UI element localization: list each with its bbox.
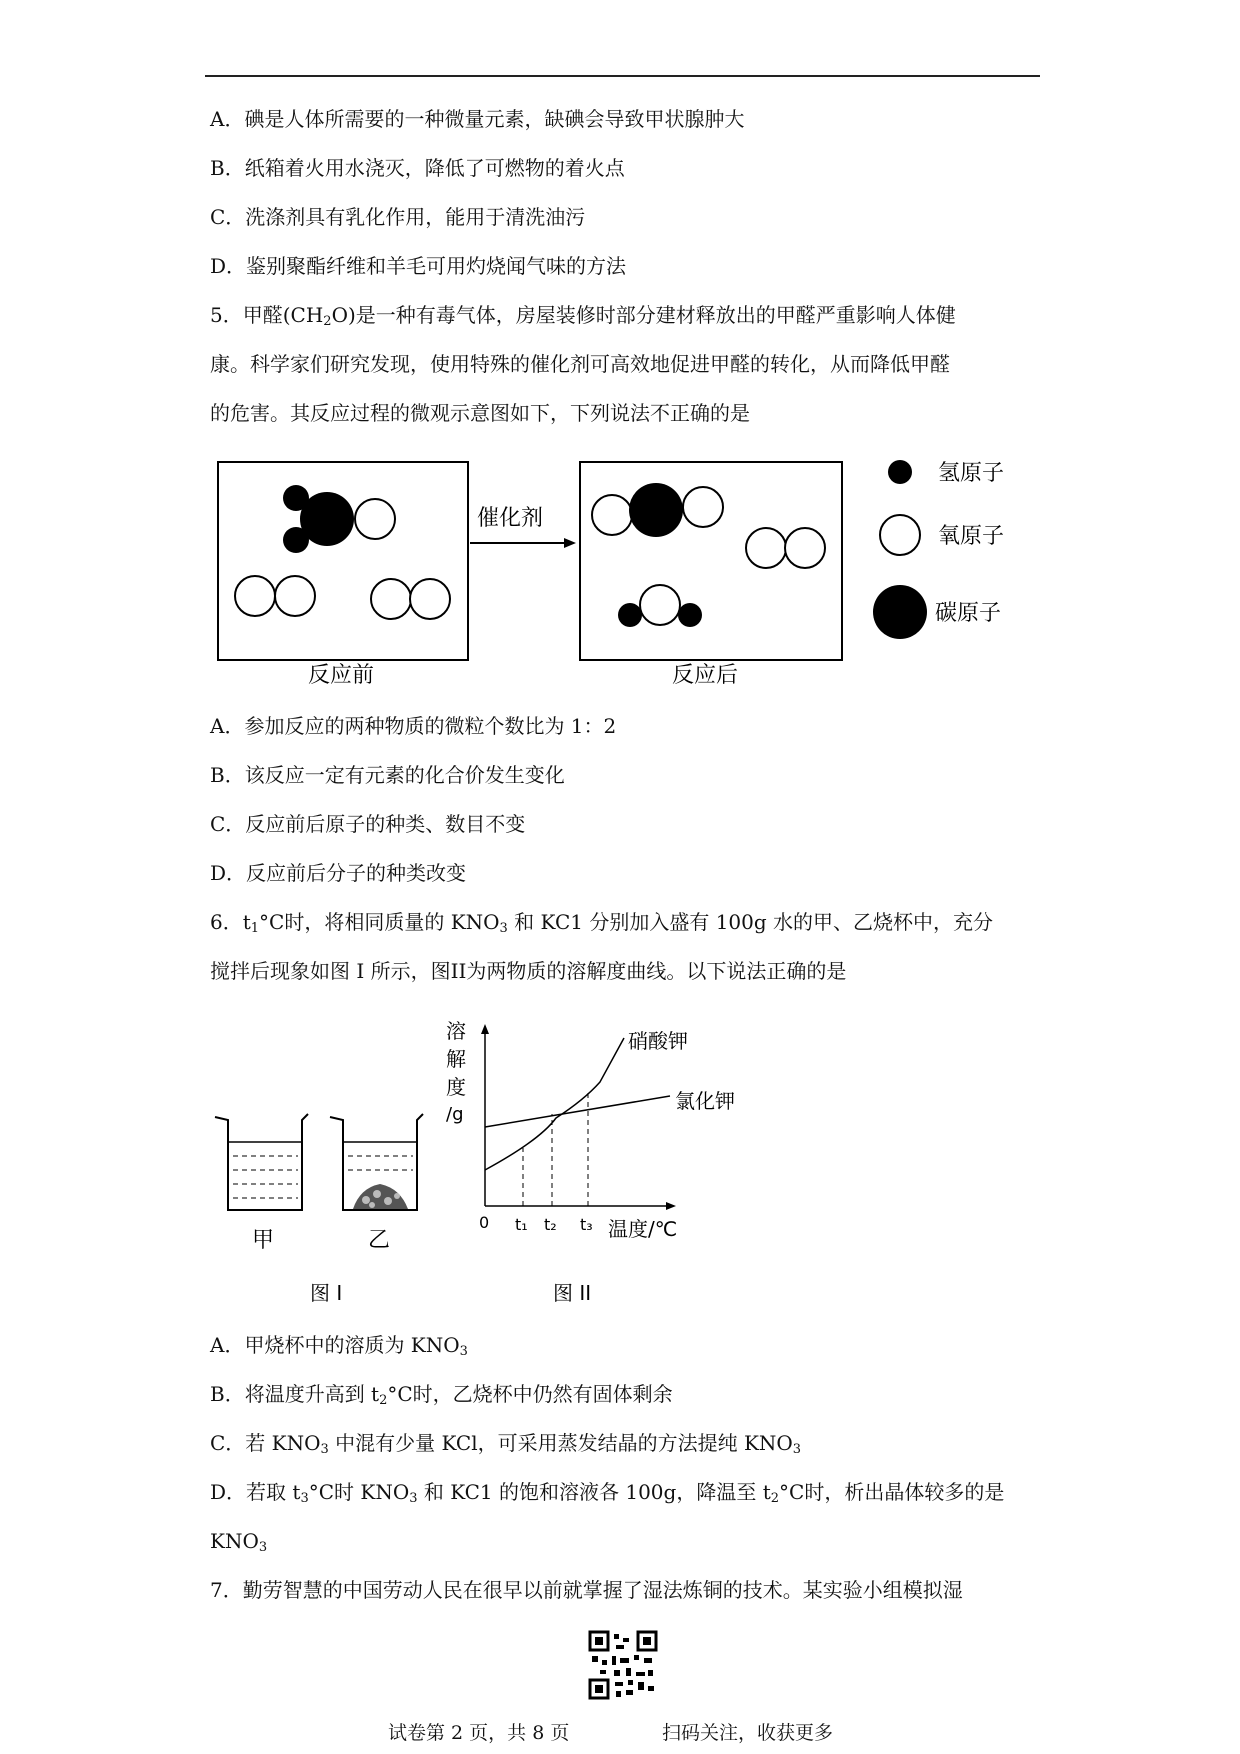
q5-micro-diagram xyxy=(200,450,1060,690)
ylabel-2: 解 xyxy=(446,1047,466,1071)
beaker-b-label: 乙 xyxy=(368,1228,391,1253)
legend-carbon: 碳原子 xyxy=(935,601,1002,626)
qr-code-icon xyxy=(588,1630,658,1700)
q5-stem-line-1: 5．甲醛$(CH_2O)$是一种有毒气体，房屋装修时部分建材释放出的甲醛严重影响人体健 xyxy=(210,303,956,329)
q5-option-d: D．反应前后分子的种类改变 xyxy=(210,861,467,885)
fig2-caption: 图 II xyxy=(553,1281,592,1305)
q4-option-a: A．碘是人体所需要的一种微量元素，缺碘会导致甲状腺肿大 xyxy=(210,107,745,131)
before-label: 反应前 xyxy=(308,663,375,688)
q6-option-d-cont: $KNO_3$ xyxy=(210,1529,268,1555)
beaker-b xyxy=(330,1114,423,1210)
q5-option-b: B．该反应一定有元素的化合价发生变化 xyxy=(210,763,565,787)
legend-oxygen: 氧原子 xyxy=(938,524,1005,549)
before-box xyxy=(218,462,468,660)
solubility-chart xyxy=(446,1019,735,1241)
q4-option-b: B．纸箱着火用水浇灭，降低了可燃物的着火点 xyxy=(210,156,625,180)
q4-option-c: C．洗涤剂具有乳化作用，能用于清洗油污 xyxy=(210,205,586,229)
fig1-caption: 图 I xyxy=(310,1281,343,1305)
series-kno3-label: 硝酸钾 xyxy=(628,1029,688,1053)
t3-label: t₃ xyxy=(580,1215,593,1234)
q6-figures xyxy=(200,1010,760,1310)
kcl-line xyxy=(485,1096,670,1127)
xlabel: 温度/℃ xyxy=(608,1217,678,1241)
q6-option-c: C．若 $KNO_3$ 中混有少量 KCl，可采用蒸发结晶的方法提纯 $KNO_3$ xyxy=(210,1431,802,1457)
ylabel-1: 溶 xyxy=(446,1019,466,1043)
legend-hydrogen: 氢原子 xyxy=(938,461,1005,486)
t2-label: t₂ xyxy=(544,1215,557,1234)
t1-label: t₁ xyxy=(515,1215,528,1234)
after-box xyxy=(580,462,842,660)
q5-stem-line-3: 的危害。其反应过程的微观示意图如下，下列说法不正确的是 xyxy=(210,401,750,425)
q5-option-c: C．反应前后原子的种类、数目不变 xyxy=(210,812,526,836)
footer-page-text: 试卷第 2 页，共 8 页 xyxy=(388,1722,570,1744)
footer-scan-text: 扫码关注，收获更多 xyxy=(662,1722,834,1744)
reaction-arrow xyxy=(470,538,576,548)
after-label: 反应后 xyxy=(672,663,739,688)
q6-option-b: B．将温度升高到 $t_2^\circ C$时，乙烧杯中仍然有固体剩余 xyxy=(210,1382,673,1408)
q4-option-d: D．鉴别聚酯纤维和羊毛可用灼烧闻气味的方法 xyxy=(210,254,627,278)
origin-label: 0 xyxy=(479,1213,490,1232)
header-rule xyxy=(205,75,1040,77)
q6-stem-line-1: 6．$t_1^\circ C$时，将相同质量的 $KNO_3$ 和 KC1 分别加入盛有 100g 水的甲、乙烧杯中，充分 xyxy=(210,910,994,936)
beaker-a-label: 甲 xyxy=(252,1228,275,1253)
q6-option-a: A．甲烧杯中的溶质为 $KNO_3$ xyxy=(210,1333,468,1359)
undissolved-solid xyxy=(353,1184,408,1209)
q5-option-a: A．参加反应的两种物质的微粒个数比为 1：2 xyxy=(210,714,617,738)
q5-stem-line-2: 康。科学家们研究发现，使用特殊的催化剂可高效地促进甲醛的转化，从而降低甲醛 xyxy=(210,352,950,376)
series-kcl-label: 氯化钾 xyxy=(675,1089,735,1113)
q7-stem-line-1: 7．勤劳智慧的中国劳动人民在很早以前就掌握了湿法炼铜的技术。某实验小组模拟湿 xyxy=(210,1578,963,1602)
beaker-a xyxy=(215,1114,308,1210)
ylabel-3: 度 xyxy=(446,1075,466,1099)
ylabel-4: /g xyxy=(446,1104,464,1125)
legend xyxy=(873,460,1004,639)
kno3-curve xyxy=(485,1038,624,1170)
catalyst-label: 催化剂 xyxy=(477,506,544,531)
q6-stem-line-2: 搅拌后现象如图 I 所示，图II为两物质的溶解度曲线。以下说法正确的是 xyxy=(210,959,847,983)
q6-option-d: D．若取 $t_3^\circ C$时 $KNO_3$ 和 KC1 的饱和溶液各 100g，降温至 $t_2^\circ C$时，析出晶体较多的是 xyxy=(210,1480,1005,1506)
